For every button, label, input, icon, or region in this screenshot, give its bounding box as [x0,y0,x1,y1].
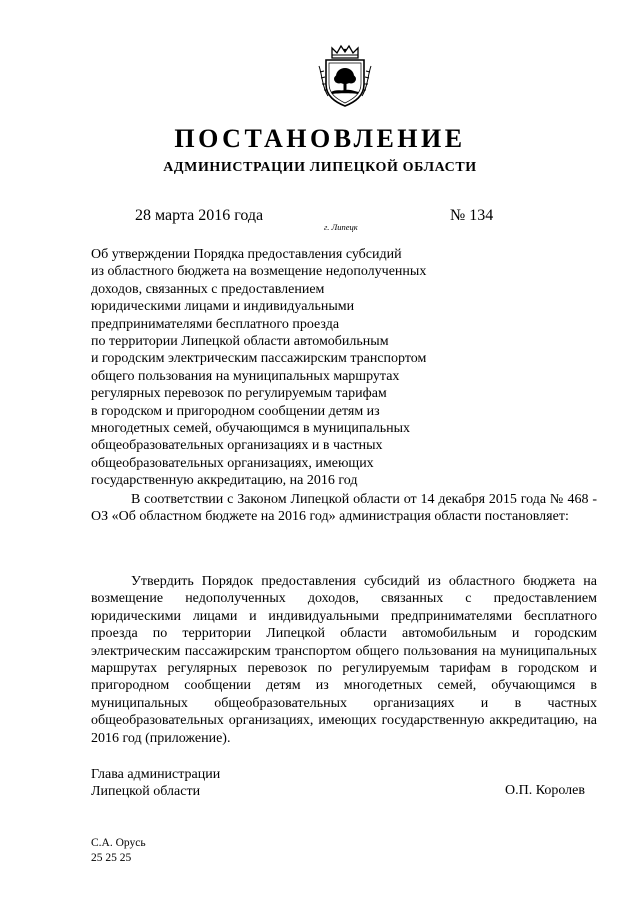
document-title: ПОСТАНОВЛЕНИЕ [174,124,466,153]
signatory-position-line: Липецкой области [91,784,201,800]
subject-line: многодетных семей, обучающимся в муниципальных [91,421,410,437]
subject-line: юридическими лицами и индивидуальными [91,299,355,315]
contact-phone: 25 25 25 [91,851,132,864]
subject-line: в городском и пригородном сообщении детям из [91,403,380,419]
subject-line: из областного бюджета на возмещение недополученных [91,264,427,280]
coat-of-arms-icon [314,44,376,108]
subject-line: доходов, связанных с предоставлением [91,281,325,297]
subject-line: общеобразовательных организациях, имеющих [91,455,374,471]
contact-name: С.А. Орусь [91,837,146,849]
signatory-position-line: Глава администрации [91,767,221,782]
document-date: 28 марта 2016 года [135,207,264,224]
contact-info [91,836,146,865]
subject-line: общеобразовательных организациях и в частных [91,438,383,454]
subject-line: по территории Липецкой области автомобильным [91,334,389,350]
body-paragraph-preamble: В соответствии с Законом Липецкой области от 14 декабря 2015 года № 468 - ОЗ «Об областном бюджете на 2016 год» администрация области постановляет: [91,492,597,525]
subject-line: общего пользования на муниципальных маршрутах [91,368,400,384]
document-number: № 134 [450,207,494,224]
document-place: г. Липецк [324,222,358,232]
document-subject [91,246,511,490]
signatory-name: О.П. Королев [505,783,585,798]
subject-line: регулярных перевозок по регулируемым тарифам [91,386,387,402]
document-subtitle: АДМИНИСТРАЦИИ ЛИПЕЦКОЙ ОБЛАСТИ [163,160,477,175]
subject-line: Об утверждении Порядка предоставления субсидий [91,247,402,262]
subject-line: предпринимателями бесплатного проезда [91,316,340,332]
body-paragraph-resolution: Утвердить Порядок предоставления субсидий из областного бюджета на возмещение недополученных доходов, связанных с предоставлением юридическими лицами и индивидуальными предпринимателями бесплатного проезда по территории Липецкой области автомобильным и городским электрическим пассажирским транспортом общего пользования на муниципальных маршрутах регулярных перевозок по регулируемым тарифам в городском и пригородном сообщении детям из многодетных семей, обучающимся в муниципальных общеобразовательных организациях и в частных общеобразовательных организациях, имеющих государственную аккредитацию, на 2016 год (приложение). [91,574,597,746]
signatory-position [91,766,220,801]
subject-line: государственную аккредитацию, на 2016 год [91,473,358,489]
subject-line: и городским электрическим пассажирским транспортом [91,351,427,367]
